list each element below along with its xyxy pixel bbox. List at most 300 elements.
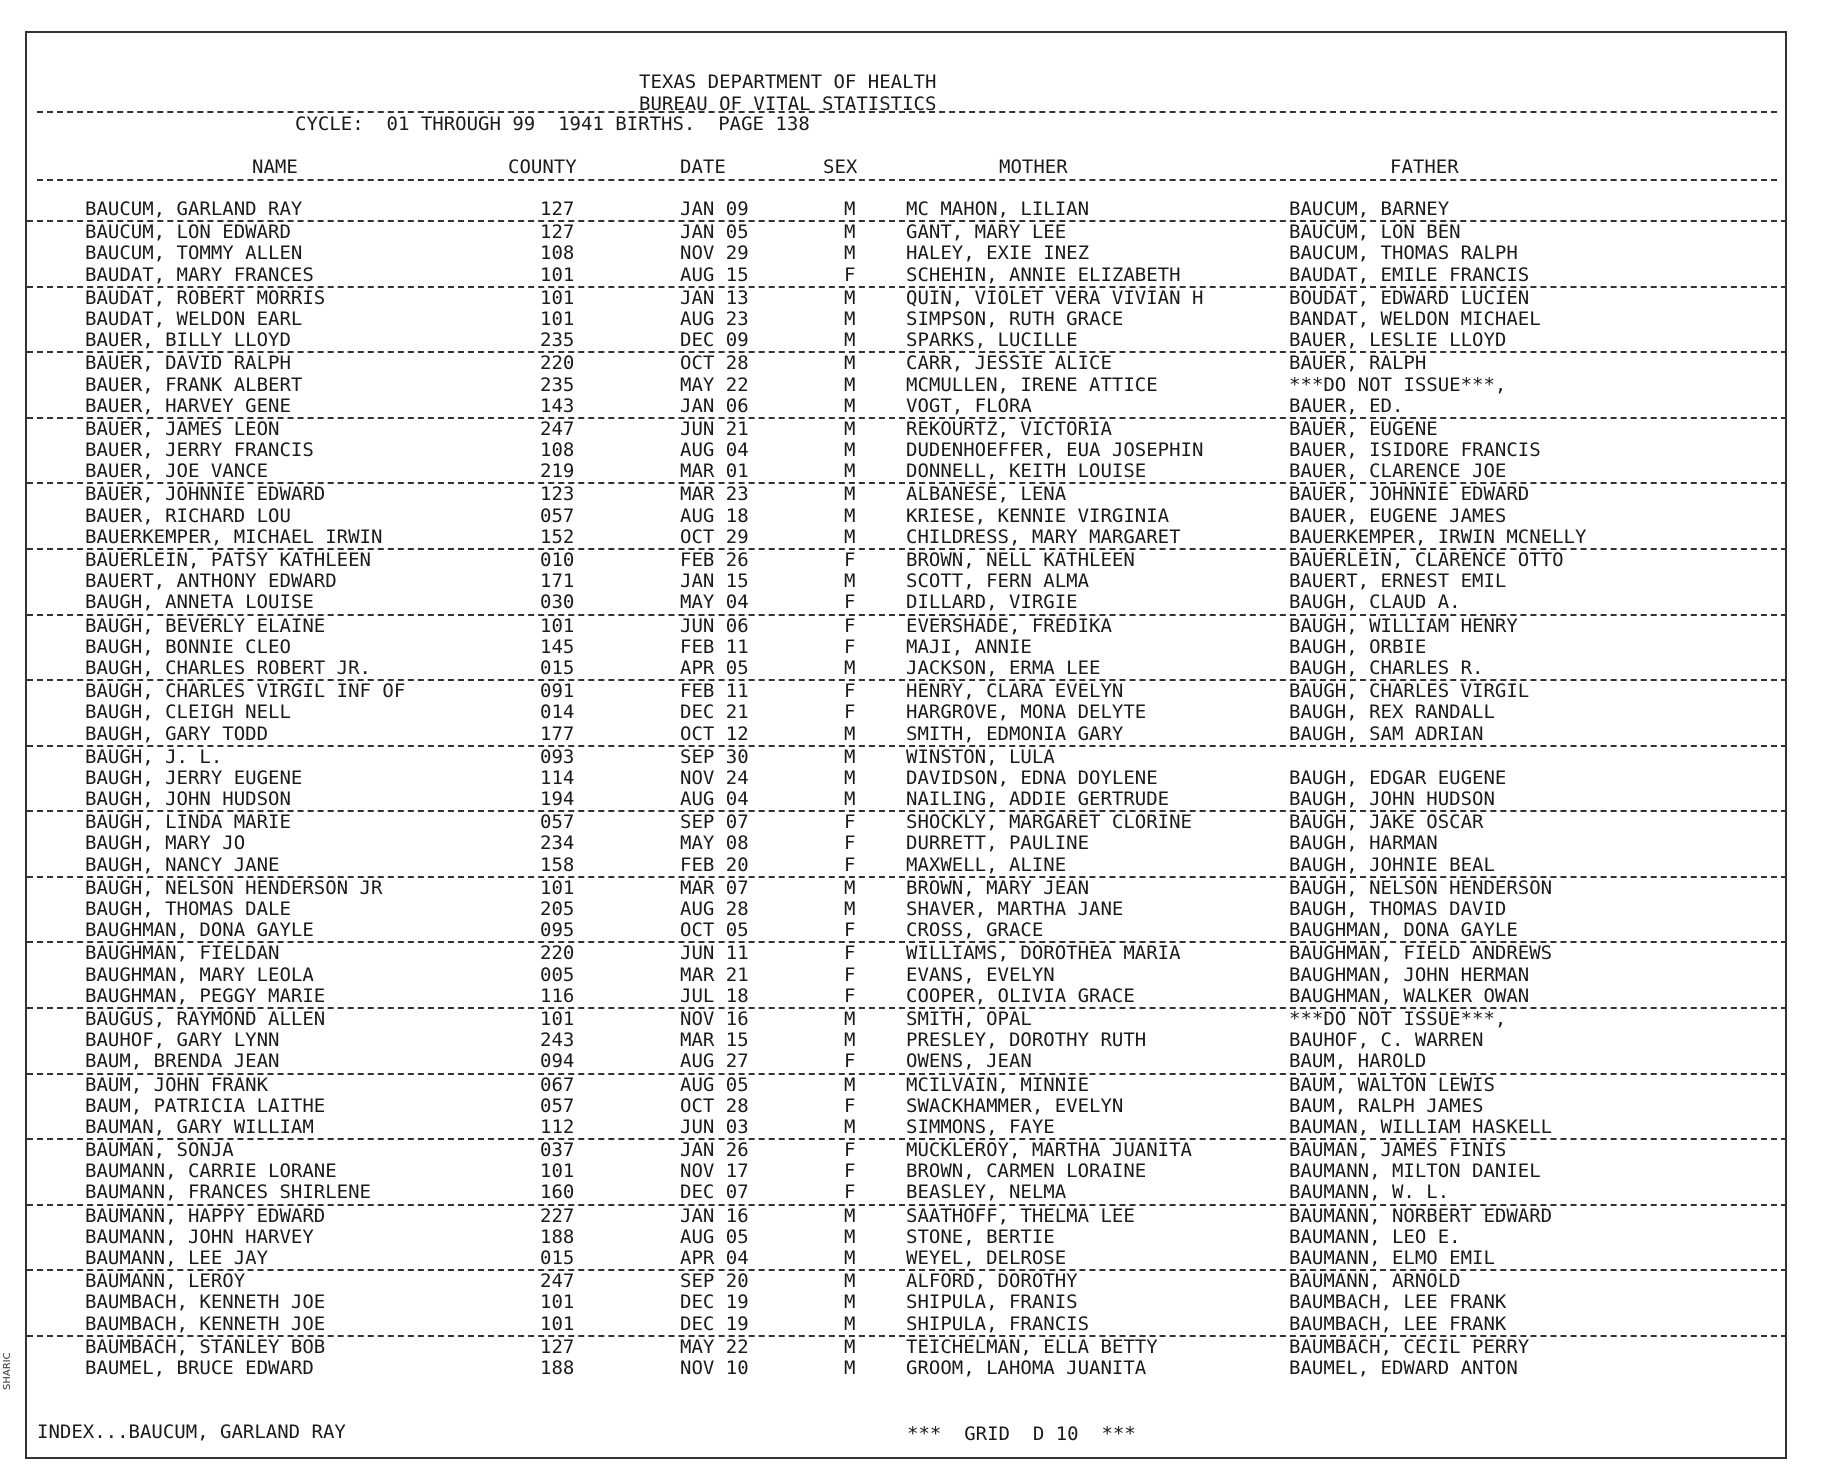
cell-county: 067 [540, 1073, 575, 1096]
cell-date: AUG 18 [680, 504, 749, 527]
cell-father: BAUGH, NELSON HENDERSON [1289, 876, 1553, 899]
table-row [27, 1117, 1787, 1140]
cell-county: 093 [540, 745, 575, 768]
cell-sex: F [844, 591, 856, 614]
cell-name: BAUMAN, GARY WILLIAM [85, 1115, 314, 1138]
cell-mother: SPARKS, LUCILLE [906, 329, 1078, 352]
cell-sex: M [844, 1115, 856, 1138]
cell-mother: SHIPULA, FRANCIS [906, 1312, 1090, 1335]
cell-sex: M [844, 439, 856, 462]
cell-county: 101 [540, 876, 575, 899]
cell-father: BAUER, LESLIE LLOYD [1289, 329, 1507, 352]
cell-county: 014 [540, 701, 575, 724]
cell-name: BAUGH, JERRY EUGENE [85, 766, 303, 789]
cell-date: AUG 27 [680, 1050, 749, 1073]
cell-mother: CROSS, GRACE [906, 919, 1044, 942]
cell-mother: WINSTON, LULA [906, 745, 1055, 768]
table-row [27, 833, 1787, 854]
table-row [27, 1206, 1787, 1227]
table-row [27, 1358, 1787, 1379]
column-header-date: DATE [680, 156, 726, 178]
table-row [27, 1075, 1787, 1096]
cell-date: MAR 07 [680, 876, 749, 899]
cell-name: BAUMANN, CARRIE LORANE [85, 1160, 337, 1183]
cell-name: BAUER, JOE VANCE [85, 460, 269, 483]
cell-county: 101 [540, 263, 575, 286]
table-row [27, 724, 1787, 747]
cell-county: 015 [540, 656, 575, 679]
cell-county: 123 [540, 483, 575, 506]
cell-mother: GROOM, LAHOMA JUANITA [906, 1356, 1147, 1379]
table-row [27, 702, 1787, 723]
table-row [27, 243, 1787, 264]
cell-mother: COOPER, OLIVIA GRACE [906, 984, 1135, 1007]
cell-date: MAR 01 [680, 460, 749, 483]
cell-date: NOV 29 [680, 242, 749, 265]
cell-father: BAUER, JOHNNIE EDWARD [1289, 483, 1530, 506]
cell-mother: MCMULLEN, IRENE ATTICE [906, 373, 1158, 396]
cell-name: BAUGH, ANNETA LOUISE [85, 591, 314, 614]
cell-county: 243 [540, 1029, 575, 1052]
cell-name: BAUMEL, BRUCE EDWARD [85, 1356, 314, 1379]
table-row [27, 943, 1787, 964]
cell-mother: DAVIDSON, EDNA DOYLENE [906, 766, 1158, 789]
cell-county: 152 [540, 525, 575, 548]
cell-sex: M [844, 766, 856, 789]
cell-county: 101 [540, 1160, 575, 1183]
cell-name: BAUGH, BEVERLY ELAINE [85, 614, 326, 637]
table-row [27, 484, 1787, 505]
table-row [27, 396, 1787, 419]
cell-date: JUN 11 [680, 942, 749, 965]
cell-date: FEB 26 [680, 549, 749, 571]
cell-mother: DUDENHOEFFER, EUA JOSEPHIN [906, 439, 1204, 462]
cell-county: 205 [540, 898, 575, 920]
cell-sex: M [844, 1270, 856, 1293]
cell-mother: CARR, JESSIE ALICE [906, 352, 1112, 375]
cell-father: BAUMBACH, CECIL PERRY [1289, 1335, 1530, 1358]
cell-name: BAUMANN, LEROY [85, 1270, 246, 1293]
cell-county: 116 [540, 984, 575, 1007]
cell-mother: DURRETT, PAULINE [906, 832, 1090, 855]
table-row [27, 658, 1787, 681]
cycle-line: CYCLE: 01 THROUGH 99 1941 BIRTHS. PAGE 138 [295, 113, 810, 135]
cell-father: BAUMANN, ARNOLD [1289, 1270, 1461, 1293]
cell-name: BAUGH, CHARLES VIRGIL INF OF [85, 680, 406, 703]
cell-sex: F [844, 614, 856, 637]
cell-father: BAUCUM, BARNEY [1289, 198, 1450, 220]
cell-county: 114 [540, 766, 575, 789]
cell-sex: M [844, 242, 856, 265]
cell-sex: M [844, 1291, 856, 1314]
cell-county: 095 [540, 919, 575, 942]
table-row [27, 1248, 1787, 1271]
cell-father: BAUM, HAROLD [1289, 1050, 1427, 1073]
cell-county: 194 [540, 788, 575, 811]
table-row [27, 1009, 1787, 1030]
cell-name: BAUMANN, FRANCES SHIRLENE [85, 1181, 371, 1204]
cell-date: MAR 23 [680, 483, 749, 506]
cell-father: ***DO NOT ISSUE***, [1289, 1007, 1507, 1030]
cell-date: JUN 21 [680, 417, 749, 440]
cell-date: MAY 04 [680, 591, 749, 614]
table-row [27, 222, 1787, 243]
table-row [27, 330, 1787, 353]
cell-sex: M [844, 504, 856, 527]
cell-name: BAUM, JOHN FRANK [85, 1073, 269, 1096]
cell-father: BAUERLEIN, CLARENCE OTTO [1289, 549, 1564, 571]
cell-name: BAUGH, JOHN HUDSON [85, 788, 291, 811]
cell-county: 112 [540, 1115, 575, 1138]
column-header-county: COUNTY [508, 156, 577, 178]
cell-county: 219 [540, 460, 575, 483]
cell-mother: PRESLEY, DOROTHY RUTH [906, 1029, 1147, 1052]
cell-name: BAUERKEMPER, MICHAEL IRWIN [85, 525, 383, 548]
cell-father: BAUDAT, EMILE FRANCIS [1289, 263, 1530, 286]
cell-sex: F [844, 832, 856, 855]
table-row [27, 855, 1787, 878]
cell-mother: SWACKHAMMER, EVELYN [906, 1094, 1124, 1117]
cell-father: BAUGH, CHARLES VIRGIL [1289, 680, 1530, 703]
cell-father: BAUER, ISIDORE FRANCIS [1289, 439, 1541, 462]
cell-sex: F [844, 1139, 856, 1162]
cell-name: BAUGHMAN, MARY LEOLA [85, 963, 314, 986]
cell-county: 094 [540, 1050, 575, 1073]
table-row [27, 550, 1787, 571]
cell-county: 108 [540, 242, 575, 265]
record-sheet [25, 31, 1787, 1459]
table-row [27, 1161, 1787, 1182]
cell-sex: F [844, 1094, 856, 1117]
table-row [27, 1030, 1787, 1051]
table-row [27, 265, 1787, 288]
cell-father: BAUGHMAN, WALKER OWAN [1289, 984, 1530, 1007]
cell-date: AUG 28 [680, 898, 749, 920]
column-header-mother: MOTHER [999, 156, 1068, 178]
cell-mother: NAILING, ADDIE GERTRUDE [906, 788, 1170, 811]
table-row [27, 506, 1787, 527]
table-row [27, 768, 1787, 789]
cell-mother: BROWN, NELL KATHLEEN [906, 549, 1135, 571]
cell-county: 177 [540, 722, 575, 745]
cell-father: BAUGH, WILLIAM HENRY [1289, 614, 1518, 637]
cell-date: DEC 19 [680, 1291, 749, 1314]
cell-sex: F [844, 963, 856, 986]
cell-father: BAUMANN, W. L. [1289, 1181, 1450, 1204]
cell-sex: M [844, 352, 856, 375]
cell-county: 234 [540, 832, 575, 855]
cell-sex: M [844, 570, 856, 593]
cell-father: ***DO NOT ISSUE***, [1289, 373, 1507, 396]
cell-father: BANDAT, WELDON MICHAEL [1289, 307, 1541, 330]
cell-name: BAUGH, J. L. [85, 745, 223, 768]
table-row [27, 375, 1787, 396]
cell-sex: F [844, 811, 856, 834]
table-row [27, 920, 1787, 943]
cell-name: BAUM, BRENDA JEAN [85, 1050, 280, 1073]
cell-mother: DONNELL, KEITH LOUISE [906, 460, 1147, 483]
cell-sex: F [844, 680, 856, 703]
cell-father: BAUGH, HARMAN [1289, 832, 1438, 855]
column-header-name: NAME [252, 156, 298, 178]
grid-footer: *** GRID D 10 *** [907, 1423, 1136, 1445]
cell-sex: M [844, 1247, 856, 1269]
cell-sex: F [844, 984, 856, 1007]
cell-father: BAUGH, JOHNIE BEAL [1289, 853, 1495, 876]
cell-father: BAUMAN, JAMES FINIS [1289, 1139, 1507, 1162]
cell-mother: OWENS, JEAN [906, 1050, 1032, 1073]
cell-date: FEB 20 [680, 853, 749, 876]
cell-sex: M [844, 876, 856, 899]
cell-mother: HALEY, EXIE INEZ [906, 242, 1090, 265]
cell-mother: CHILDRESS, MARY MARGARET [906, 525, 1181, 548]
table-row [27, 747, 1787, 768]
cell-father: BAUMEL, EDWARD ANTON [1289, 1356, 1518, 1379]
cell-date: JAN 16 [680, 1204, 749, 1227]
department-title: TEXAS DEPARTMENT OF HEALTH [639, 71, 937, 93]
cell-father: BAUER, CLARENCE JOE [1289, 460, 1507, 483]
cell-sex: M [844, 788, 856, 811]
cell-county: 101 [540, 614, 575, 637]
cell-date: AUG 15 [680, 263, 749, 286]
cell-county: 220 [540, 352, 575, 375]
cell-father: BAUM, RALPH JAMES [1289, 1094, 1484, 1117]
cell-date: APR 04 [680, 1247, 749, 1269]
cell-county: 091 [540, 680, 575, 703]
table-row [27, 812, 1787, 833]
cell-mother: TEICHELMAN, ELLA BETTY [906, 1335, 1158, 1358]
cell-father: BAUMANN, ELMO EMIL [1289, 1247, 1495, 1269]
cell-mother: BROWN, CARMEN LORAINE [906, 1160, 1147, 1183]
cell-name: BAUGH, NELSON HENDERSON JR [85, 876, 383, 899]
cell-name: BAUMBACH, KENNETH JOE [85, 1291, 326, 1314]
cell-name: BAUER, JAMES LEON [85, 417, 280, 440]
cell-name: BAUDAT, WELDON EARL [85, 307, 303, 330]
cell-father: BAUER, RALPH [1289, 352, 1427, 375]
cell-date: DEC 07 [680, 1181, 749, 1204]
cell-name: BAUER, JOHNNIE EDWARD [85, 483, 326, 506]
cell-father: BAUGH, JAKE OSCAR [1289, 811, 1484, 834]
table-row [27, 571, 1787, 592]
cell-sex: M [844, 1312, 856, 1335]
table-row [27, 461, 1787, 484]
cell-name: BAUGH, CHARLES ROBERT JR. [85, 656, 371, 679]
cell-father: BAUMANN, NORBERT EDWARD [1289, 1204, 1553, 1227]
cell-county: 158 [540, 853, 575, 876]
cell-mother: SIMMONS, FAYE [906, 1115, 1055, 1138]
cell-sex: M [844, 1204, 856, 1227]
cell-name: BAUGH, THOMAS DALE [85, 898, 291, 920]
cell-county: 015 [540, 1247, 575, 1269]
cell-date: DEC 19 [680, 1312, 749, 1335]
cell-date: JAN 15 [680, 570, 749, 593]
cell-name: BAUER, JERRY FRANCIS [85, 439, 314, 462]
table-row [27, 637, 1787, 658]
cell-father: BAUMAN, WILLIAM HASKELL [1289, 1115, 1553, 1138]
cell-name: BAUGH, BONNIE CLEO [85, 635, 291, 658]
cell-date: SEP 30 [680, 745, 749, 768]
cell-date: OCT 28 [680, 1094, 749, 1117]
cell-county: 127 [540, 221, 575, 244]
cell-county: 235 [540, 373, 575, 396]
cell-county: 145 [540, 635, 575, 658]
cell-father: BAUGH, CHARLES R. [1289, 656, 1484, 679]
cell-name: BAUGHMAN, FIELDAN [85, 942, 280, 965]
cell-name: BAUCUM, TOMMY ALLEN [85, 242, 303, 265]
cell-father: BAUGH, CLAUD A. [1289, 591, 1461, 614]
cell-name: BAUGH, GARY TODD [85, 722, 269, 745]
cell-date: AUG 04 [680, 439, 749, 462]
cell-county: 101 [540, 286, 575, 309]
cell-county: 235 [540, 329, 575, 352]
table-row [27, 199, 1787, 222]
cell-mother: SMITH, EDMONIA GARY [906, 722, 1124, 745]
cell-county: 188 [540, 1225, 575, 1248]
cell-mother: DILLARD, VIRGIE [906, 591, 1078, 614]
cell-county: 037 [540, 1139, 575, 1162]
cell-date: AUG 23 [680, 307, 749, 330]
cell-date: MAY 22 [680, 1335, 749, 1358]
cell-father: BAUER, EUGENE [1289, 417, 1438, 440]
table-row [27, 592, 1787, 615]
cell-county: 227 [540, 1204, 575, 1227]
cell-mother: MUCKLEROY, MARTHA JUANITA [906, 1139, 1192, 1162]
cell-mother: HENRY, CLARA EVELYN [906, 680, 1124, 703]
cell-date: JAN 09 [680, 198, 749, 220]
cell-name: BAUER, FRANK ALBERT [85, 373, 303, 396]
cell-name: BAUDAT, ROBERT MORRIS [85, 286, 326, 309]
table-row [27, 1227, 1787, 1248]
cell-name: BAUERLEIN, PATSY KATHLEEN [85, 549, 371, 571]
cell-mother: SHIPULA, FRANIS [906, 1291, 1078, 1314]
side-mark: SHARIC [2, 1352, 13, 1390]
cell-sex: M [844, 1007, 856, 1030]
cell-sex: F [844, 1160, 856, 1183]
bureau-title: BUREAU OF VITAL STATISTICS [639, 93, 937, 115]
cell-sex: F [844, 942, 856, 965]
cell-county: 057 [540, 811, 575, 834]
cell-county: 101 [540, 1007, 575, 1030]
cell-county: 247 [540, 1270, 575, 1293]
table-row [27, 616, 1787, 637]
cell-sex: F [844, 853, 856, 876]
cell-mother: QUIN, VIOLET VERA VIVIAN H [906, 286, 1204, 309]
cell-date: JAN 05 [680, 221, 749, 244]
cell-name: BAUER, RICHARD LOU [85, 504, 291, 527]
cell-name: BAUMANN, JOHN HARVEY [85, 1225, 314, 1248]
cell-sex: F [844, 635, 856, 658]
table-row [27, 899, 1787, 920]
table-row [27, 789, 1787, 812]
cell-date: OCT 05 [680, 919, 749, 942]
cell-date: JUN 06 [680, 614, 749, 637]
cell-mother: JACKSON, ERMA LEE [906, 656, 1101, 679]
cell-mother: STONE, BERTIE [906, 1225, 1055, 1248]
cell-date: NOV 24 [680, 766, 749, 789]
cell-sex: M [844, 656, 856, 679]
cell-date: NOV 17 [680, 1160, 749, 1183]
cell-date: NOV 16 [680, 1007, 749, 1030]
records-table [27, 199, 1787, 1379]
cell-sex: M [844, 221, 856, 244]
index-footer: INDEX...BAUCUM, GARLAND RAY [37, 1421, 346, 1443]
cell-date: MAY 08 [680, 832, 749, 855]
cell-name: BAUMAN, SONJA [85, 1139, 234, 1162]
cell-mother: ALBANESE, LENA [906, 483, 1067, 506]
cell-sex: M [844, 394, 856, 417]
cell-sex: F [844, 919, 856, 942]
cell-county: 010 [540, 549, 575, 571]
cell-mother: GANT, MARY LEE [906, 221, 1067, 244]
cell-date: AUG 05 [680, 1225, 749, 1248]
cell-name: BAUMANN, LEE JAY [85, 1247, 269, 1269]
cell-name: BAUER, DAVID RALPH [85, 352, 291, 375]
cell-mother: MAJI, ANNIE [906, 635, 1032, 658]
cell-father: BAUMANN, LEO E. [1289, 1225, 1461, 1248]
cell-mother: SHAVER, MARTHA JANE [906, 898, 1124, 920]
cell-mother: KRIESE, KENNIE VIRGINIA [906, 504, 1170, 527]
cell-date: APR 05 [680, 656, 749, 679]
cell-name: BAUER, HARVEY GENE [85, 394, 291, 417]
cell-father: BAUGHMAN, JOHN HERMAN [1289, 963, 1530, 986]
cell-date: OCT 12 [680, 722, 749, 745]
cell-date: SEP 20 [680, 1270, 749, 1293]
cell-father: BAUGH, SAM ADRIAN [1289, 722, 1484, 745]
table-row [27, 1182, 1787, 1205]
cell-father: BAUGH, THOMAS DAVID [1289, 898, 1507, 920]
cell-father: BAUM, WALTON LEWIS [1289, 1073, 1495, 1096]
cell-county: 247 [540, 417, 575, 440]
cell-mother: BEASLEY, NELMA [906, 1181, 1067, 1204]
table-row [27, 878, 1787, 899]
table-row [27, 1140, 1787, 1161]
cell-name: BAUGH, LINDA MARIE [85, 811, 291, 834]
table-row [27, 288, 1787, 309]
cell-mother: SCHEHIN, ANNIE ELIZABETH [906, 263, 1181, 286]
cell-mother: EVERSHADE, FREDIKA [906, 614, 1112, 637]
cell-sex: M [844, 286, 856, 309]
table-row [27, 965, 1787, 986]
cell-sex: M [844, 722, 856, 745]
cell-county: 127 [540, 198, 575, 220]
cell-date: MAR 21 [680, 963, 749, 986]
cell-father: BAUGHMAN, FIELD ANDREWS [1289, 942, 1553, 965]
cell-name: BAUMANN, HAPPY EDWARD [85, 1204, 326, 1227]
cell-sex: M [844, 329, 856, 352]
cell-date: MAR 15 [680, 1029, 749, 1052]
cell-name: BAUDAT, MARY FRANCES [85, 263, 314, 286]
cell-sex: F [844, 1050, 856, 1073]
cell-date: MAY 22 [680, 373, 749, 396]
cell-mother: ALFORD, DOROTHY [906, 1270, 1078, 1293]
cell-date: AUG 04 [680, 788, 749, 811]
cell-date: JUL 18 [680, 984, 749, 1007]
cell-mother: WILLIAMS, DOROTHEA MARIA [906, 942, 1181, 965]
cell-county: 171 [540, 570, 575, 593]
cell-sex: M [844, 460, 856, 483]
table-row [27, 1271, 1787, 1292]
table-row [27, 681, 1787, 702]
cell-county: 057 [540, 504, 575, 527]
cell-name: BAUMBACH, KENNETH JOE [85, 1312, 326, 1335]
cell-mother: SAATHOFF, THELMA LEE [906, 1204, 1135, 1227]
table-row [27, 986, 1787, 1009]
cell-sex: M [844, 745, 856, 768]
cell-sex: F [844, 549, 856, 571]
cell-father: BAUMBACH, LEE FRANK [1289, 1312, 1507, 1335]
cell-name: BAUERT, ANTHONY EDWARD [85, 570, 337, 593]
column-header-father: FATHER [1390, 156, 1459, 178]
